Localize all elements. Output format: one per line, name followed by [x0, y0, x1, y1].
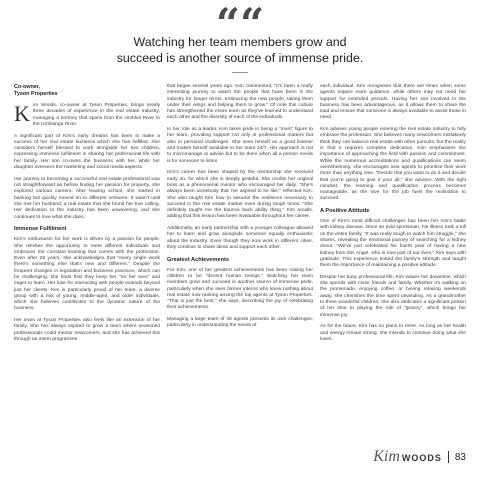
paragraph-text: im Woods, co-owner at Tyson Properties, brings nearly three decades of experience in the real estate industry, managing a territory that spans from the Umhlali River to the Umhlanga River.: [32, 103, 160, 127]
headline-divider: [232, 72, 248, 73]
paragraph: In her role as a leader, Kim takes pride in being a "mum" figure to her team, providing support not only in professional matters but also in personal challenges. She sees herself as a good listener and makes herself available to her team 24/7. Her approach is not to micromanage or advise but to be there when all a person needs is for someone to listen.: [167, 127, 313, 164]
article-column-1: [14, 84, 160, 349]
paragraph: Her journey to becoming a successful real estate professional was not straightforward as before finding her passion for property, she explored various careers. After leaving school, she started in banking but quickly moved on to different ventures. It wasn't until she met her husband, a real estate that she found her true calling. Her dedication to the industry has been unwavering, and she continues to love what she does.: [14, 176, 160, 220]
drop-cap: K: [14, 101, 30, 126]
paragraph: A significant part of Kim's early dreams has been to make a success of her real estate business which she has fulfilled. She considers herself blessed to work alongside her two children, expressing immense fulfilment in sharing her professional life with her family. Her son co-owns the business with her, while her daughter oversees the marketing and social media aspects.: [14, 133, 160, 171]
paragraph: Despite her busy professional life, Kim values her downtime, which she spends with close friends and family. Whether it's walking on the promenade, enjoying coffee, or having relaxing weekends away, she cherishes the time spent unwinding. As a grandmother to three wonderful children, she also dedicates a significant portion of her time to playing the role of "granny", which brings her immense joy.: [320, 274, 466, 318]
paragraph: [14, 103, 160, 128]
paragraph: One of Kim's most difficult challenges has been her son's battle with kidney disease. Once an avid sportsman, his illness took a toll on the entire family. "It was really tough to watch him struggle," she shares, revealing the emotional journey of searching for a kidney donor. "We've just celebrated his fourth year of having a new kidney from this Angel, who is now part of our lives," Kim says with gratitude. This experience tested the family's strength and taught them the importance of maintaining a positive attitude.: [320, 219, 466, 269]
section-heading-immense-fulfilment: Immense Fulfilment: [14, 226, 67, 233]
headline-line-2: succeed is another source of immense pride.: [116, 51, 364, 65]
paragraph: Additionally, an early partnership with a younger colleague allowed her to learn and grow alongside someone equally enthusiastic about the industry. Even though they now work in different cities, they continue to share ideas and support each other.: [167, 226, 313, 250]
brand-logo-wordmark: WOODS: [401, 453, 442, 463]
paragraph: each individual. Kim recognises that there are times when some agents require more guidance, while others may not need her support for extended periods. Having her son involved in the business has been advantageous, as it allows them to share the load and ensure that someone is always available to assist those in need.: [320, 84, 466, 121]
headline-line-1: Watching her team members grow and: [133, 35, 347, 49]
paragraph: Kim's career has been shaped by the mentorship she received early on, for which she is deeply grateful. She credits her original boss as a phenomenal mentor who encouraged her daily. "She's always been somebody that I've aspired to be like," reflected Kim. She also taught Kim how to assume the resilience necessary to succeed in the real estate market even during tough times. "She definitely taught me the bounce back ability thing," Kim recalls, adding that this lesson has been invaluable throughout her career.: [167, 170, 313, 220]
brand-logo: [373, 448, 442, 466]
page-footer: [373, 448, 466, 466]
article-column-3: [320, 84, 466, 349]
footer-divider: [448, 451, 449, 463]
paragraph: that began several years ago. Kim commented, "It's been a really interesting journey to watch the people that have been in the industry for longer terms, embracing the new people, taking them under their wings and helping them to grow." Of note this culture has strengthened the entire team as they've learned to understand each other and the diversity of each of the individuals.: [167, 84, 313, 121]
article-column-2: [167, 84, 313, 335]
paragraph: For Kim, one of her greatest achievements has been raising her children to be "decent human beings." Watching her team members grow and succeed is another source of immense pride, particularly when she sees former interns who knew nothing about real estate now ranking among the top agents at Tyson Properties. "That is just the best," she says, describing the joy of celebrating their achievements.: [167, 267, 313, 311]
paragraph: As for the future, Kim has no plans to retire. As long as her health and energy remain strong, she intends to continue doing what she loves.: [320, 324, 466, 342]
paragraph: Her team at Tyson Properties also feels like an extension of her family. She has always aspired to grow a team where seasoned professionals could mentor newcomers, and she has achieved this through an intern programme: [14, 318, 160, 343]
pull-quote-headline: [40, 34, 440, 66]
brand-logo-script: Kim: [373, 448, 400, 465]
quote-mark-icon: ““: [215, 0, 265, 48]
byline-role: Co-owner,: [14, 84, 41, 90]
paragraph: Kim advises young people entering the real estate industry to fully embrace the profession. She believes many newcomers mistakenly think they can balance real estate with other pursuits, but the reality is that it requires complete dedication. Kim emphasises the importance of approaching the field with passion and commitment. While the numerous accreditations and qualifications can seem overwhelming, she encourages new agents to prioritise their work more than anything else. "Decide that you want to do it and decide that you're going to give it your all," she advises. With the right mindset, the learning and qualification process becomes manageable, as the love for the job fuels the motivation to succeed.: [320, 127, 466, 202]
section-heading-greatest-achievements: Greatest Achievements: [167, 256, 229, 263]
paragraph: Kim's enthusiasm for her work is driven by a passion for people. She relishes the opportunity to meet different individuals and embraces the constant learning that comes with the profession. Even after 28 years, she acknowledges that "every single week there's something else that's new and different." Despite the frequent changes in legislation and business practices, which can be challenging, she finds that they keep her "on her toes" and eager to learn. Her love for interacting with people extends beyond just her clients. Kim is particularly proud of her team, a diverse group with a mix of young, middle-aged, and older individuals, which she believes contributes to the dynamic nature of the business.: [14, 237, 160, 312]
byline-company: Tyson Properties: [14, 91, 58, 97]
byline: [14, 84, 160, 98]
paragraph: Managing a large team of 48 agents presents its own challenges, particularly in understanding the needs of: [167, 317, 313, 329]
page-number: 83: [454, 451, 466, 463]
section-heading-positive-attitude: A Positive Attitude: [320, 208, 370, 215]
